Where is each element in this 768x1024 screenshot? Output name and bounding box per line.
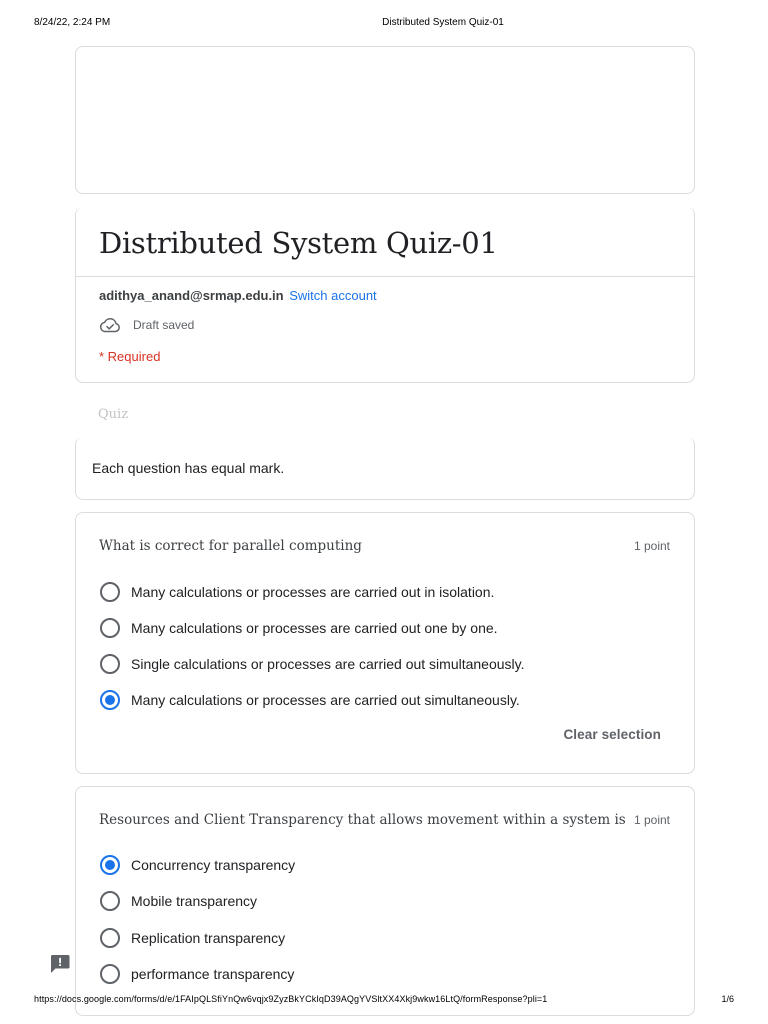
clear-selection-button[interactable]: Clear selection (563, 727, 661, 742)
section-label: Quiz (98, 407, 129, 422)
account-row (99, 288, 377, 303)
option-label: Replication transparency (131, 930, 286, 946)
option-label: Many calculations or processes are carried out one by one. (131, 620, 498, 636)
question-title: Resources and Client Transparency that allows movement within a system is (99, 812, 626, 828)
radio-option[interactable] (100, 855, 295, 875)
account-email: adithya_anand@srmap.edu.in (99, 288, 284, 303)
radio-button[interactable] (100, 690, 120, 710)
draft-status-label: Draft saved (133, 318, 195, 332)
question-card (75, 786, 695, 1016)
radio-option[interactable] (100, 891, 257, 911)
question-points: 1 point (633, 813, 670, 827)
radio-option[interactable] (100, 618, 498, 638)
print-footer (0, 994, 768, 1008)
radio-option[interactable] (100, 928, 285, 948)
radio-button[interactable] (100, 618, 120, 638)
feedback-icon (49, 953, 71, 975)
question-title: What is correct for parallel computing (99, 538, 362, 554)
option-label: performance transparency (131, 966, 295, 982)
radio-button[interactable] (100, 964, 120, 984)
form-header-card (75, 207, 695, 383)
radio-button[interactable] (100, 891, 120, 911)
question-card (75, 512, 695, 774)
radio-button[interactable] (100, 855, 120, 875)
form-title-row (76, 207, 694, 277)
section-description-card (75, 437, 695, 500)
form-title: Distributed System Quiz-01 (99, 226, 498, 260)
radio-button[interactable] (100, 582, 120, 602)
option-label: Many calculations or processes are carried out in isolation. (131, 584, 495, 600)
option-label: Concurrency transparency (131, 857, 296, 873)
option-label: Many calculations or processes are carried out simultaneously. (131, 692, 520, 708)
print-datetime: 8/24/22, 2:24 PM (34, 17, 111, 28)
radio-option[interactable] (100, 654, 525, 674)
required-note: * Required (99, 349, 161, 364)
print-header (0, 17, 768, 31)
option-label: Single calculations or processes are carried out simultaneously. (131, 656, 525, 672)
radio-option[interactable] (100, 582, 494, 602)
print-page-number: 1/6 (721, 994, 734, 1004)
form-banner (75, 46, 695, 194)
radio-option[interactable] (100, 964, 294, 984)
draft-status (99, 317, 194, 333)
print-title: Distributed System Quiz-01 (382, 17, 504, 28)
option-label: Mobile transparency (131, 893, 258, 909)
feedback-button[interactable] (49, 953, 71, 975)
radio-button[interactable] (100, 654, 120, 674)
cloud-done-icon (99, 317, 121, 333)
section-description: Each question has equal mark. (92, 460, 285, 476)
print-url: https://docs.google.com/forms/d/e/1FAIpQLSfiYnQw6vqjx9ZyzBkYCkIqD39AQgYVSltXX4Xkj9wkw16LtQ/formResponse?pli=1 (34, 994, 548, 1004)
radio-button[interactable] (100, 928, 120, 948)
question-points: 1 point (633, 539, 670, 553)
radio-option[interactable] (100, 690, 520, 710)
switch-account-link[interactable]: Switch account (289, 288, 377, 303)
